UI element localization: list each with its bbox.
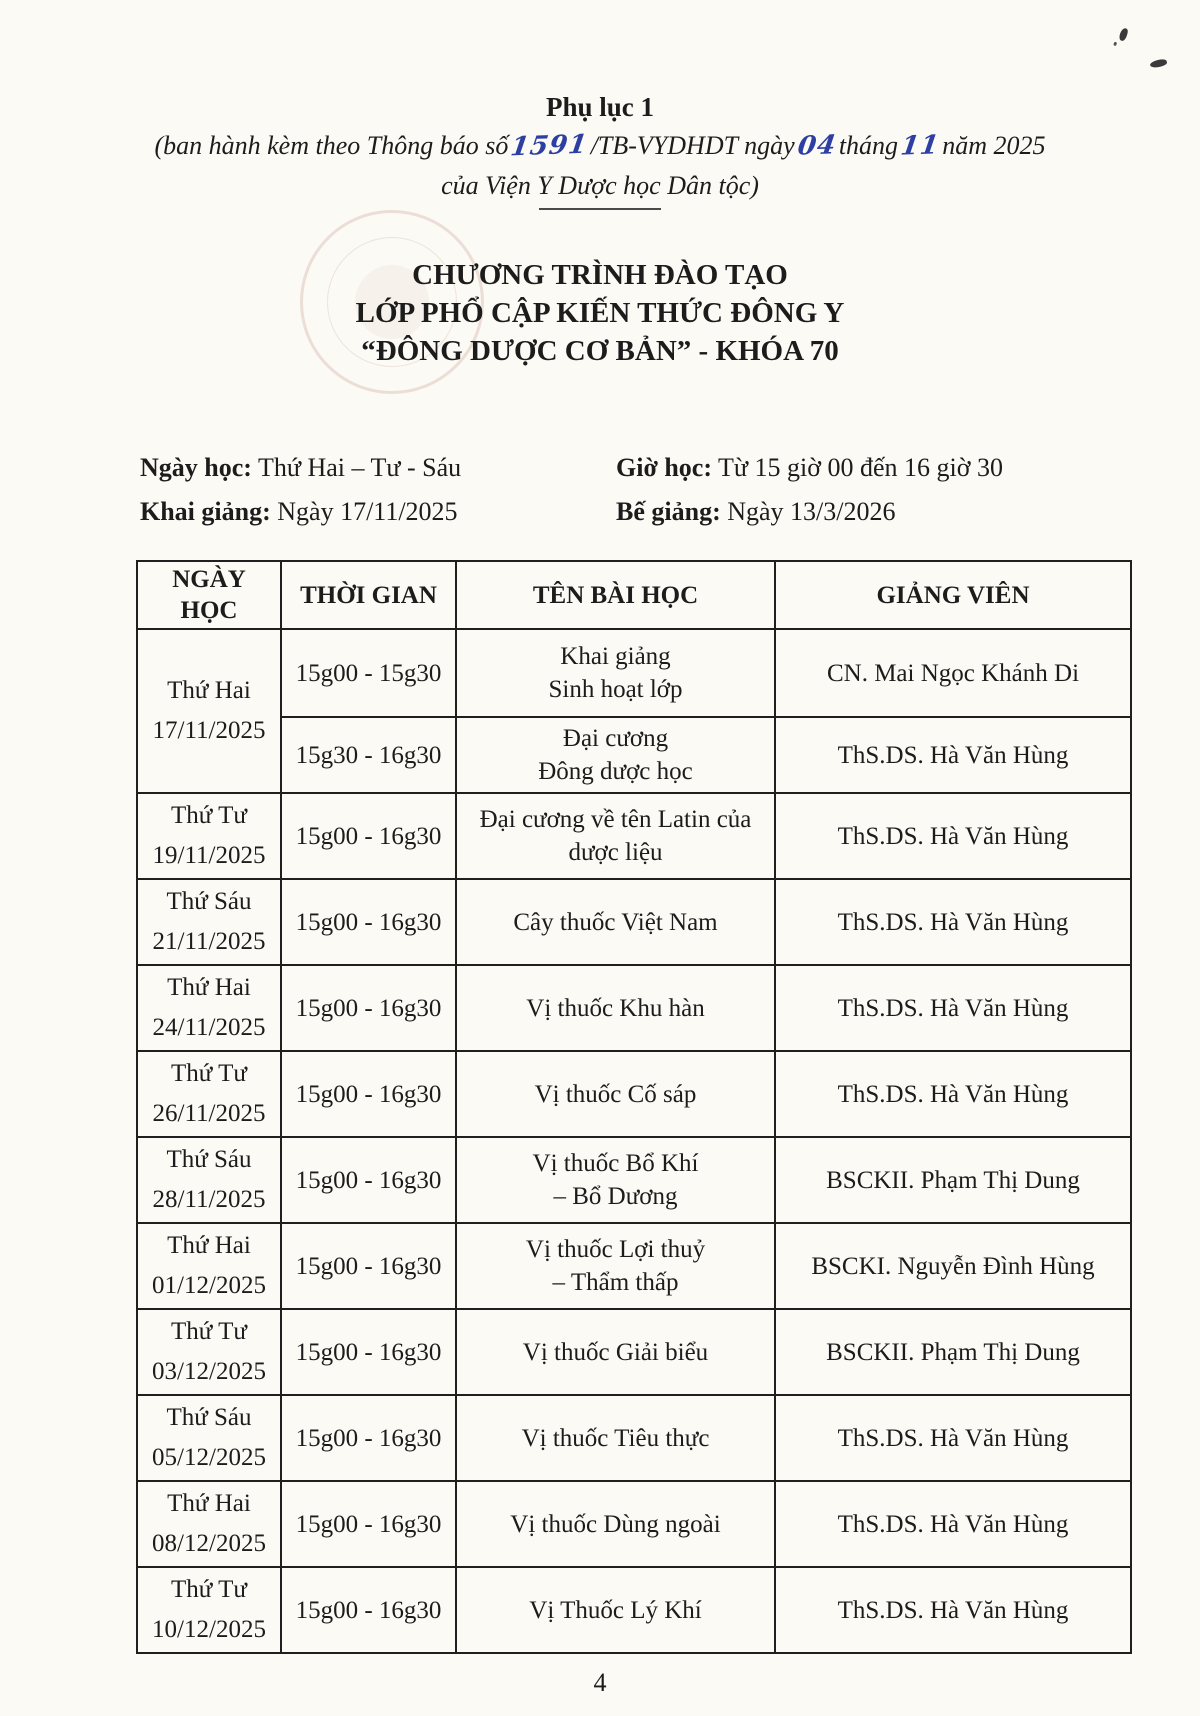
study-days xyxy=(140,446,616,490)
time-cell xyxy=(281,1051,456,1137)
column-header xyxy=(775,561,1131,629)
column-header xyxy=(137,561,281,629)
cell-text-line: Thứ Sáu xyxy=(166,1146,252,1173)
cell-text-line: Cây thuốc Việt Nam xyxy=(513,908,718,936)
scan-speck-icon xyxy=(1149,58,1167,69)
table-row xyxy=(137,1051,1131,1137)
document-title xyxy=(0,256,1200,370)
time-cell xyxy=(281,629,456,717)
teacher-cell xyxy=(775,879,1131,965)
lesson-cell xyxy=(456,629,775,717)
cell-text-line: 15g00 - 16g30 xyxy=(295,1166,442,1194)
lesson-cell xyxy=(456,1481,775,1567)
study-days-label: Ngày học: xyxy=(140,453,252,482)
cell-text-line: Vị thuốc Cố sáp xyxy=(534,1080,697,1108)
column-header xyxy=(281,561,456,629)
table-row xyxy=(137,793,1131,879)
cell-text-line: HỌC xyxy=(180,597,238,624)
closing-date xyxy=(616,490,1060,534)
teacher-cell xyxy=(775,1395,1131,1481)
issuance-line xyxy=(0,128,1200,164)
table-row xyxy=(137,1567,1131,1653)
column-header xyxy=(456,561,775,629)
issuance-text: (ban hành kèm theo Thông báo số xyxy=(154,131,509,160)
table-row xyxy=(137,1395,1131,1481)
table-row xyxy=(137,717,1131,793)
cell-text-line: Vị thuốc Giải biểu xyxy=(522,1338,709,1366)
cell-text-line: – Bổ Dương xyxy=(553,1183,678,1210)
lesson-cell xyxy=(456,1137,775,1223)
study-days-value: Thứ Hai – Tư - Sáu xyxy=(257,453,462,482)
date-cell xyxy=(137,1223,281,1309)
cell-text-line: Thứ Sáu xyxy=(166,888,252,915)
cell-text-line: ThS.DS. Hà Văn Hùng xyxy=(837,1080,1069,1108)
table-row xyxy=(137,1223,1131,1309)
cell-text-line: 15g00 - 16g30 xyxy=(295,994,442,1022)
teacher-cell xyxy=(775,717,1131,793)
time-cell xyxy=(281,793,456,879)
cell-text-line: Thứ Hai xyxy=(167,677,251,704)
table-row xyxy=(137,1481,1131,1567)
table-row xyxy=(137,1309,1131,1395)
time-cell xyxy=(281,1137,456,1223)
study-hours-value: Từ 15 giờ 00 đến 16 giờ 30 xyxy=(718,453,1004,482)
cell-text-line: Khai giảng xyxy=(560,643,671,670)
teacher-cell xyxy=(775,1223,1131,1309)
cell-text-line: 15g30 - 16g30 xyxy=(295,741,442,769)
cell-text-line: 10/12/2025 xyxy=(152,1616,266,1643)
cell-text-line: THỜI GIAN xyxy=(300,581,437,609)
cell-text-line: 15g00 - 16g30 xyxy=(295,1596,442,1624)
schedule-table-header xyxy=(137,561,1131,629)
cell-text-line: Thứ Tư xyxy=(171,1060,247,1087)
cell-text-line: Thứ Sáu xyxy=(166,1404,252,1431)
handwritten-document-number: 1591 xyxy=(508,129,591,163)
opening-date-label: Khai giảng: xyxy=(140,497,271,526)
teacher-cell xyxy=(775,1309,1131,1395)
cell-text-line: 15g00 - 16g30 xyxy=(295,1510,442,1538)
teacher-cell xyxy=(775,1567,1131,1653)
cell-text-line: Đông dược học xyxy=(538,758,693,785)
cell-text-line: BSCKII. Phạm Thị Dung xyxy=(826,1338,1080,1366)
cell-text-line: BSCKII. Phạm Thị Dung xyxy=(826,1166,1080,1194)
time-cell xyxy=(281,1395,456,1481)
cell-text-line: ThS.DS. Hà Văn Hùng xyxy=(837,822,1069,850)
date-cell xyxy=(137,1395,281,1481)
cell-text-line: ThS.DS. Hà Văn Hùng xyxy=(837,994,1069,1022)
cell-text-line: 28/11/2025 xyxy=(152,1186,266,1213)
cell-text-line: TÊN BÀI HỌC xyxy=(532,581,699,609)
cell-text-line: 05/12/2025 xyxy=(152,1444,266,1471)
cell-text-line: CN. Mai Ngọc Khánh Di xyxy=(826,659,1080,687)
cell-text-line: 03/12/2025 xyxy=(152,1358,266,1385)
table-row xyxy=(137,965,1131,1051)
cell-text-line: Thứ Tư xyxy=(171,1576,247,1603)
scan-speck-icon xyxy=(1118,27,1129,42)
teacher-cell xyxy=(775,965,1131,1051)
appendix-heading: Phụ lục 1 xyxy=(545,92,655,122)
cell-text-line: Vị thuốc Dùng ngoài xyxy=(510,1510,721,1538)
cell-text-line: 15g00 - 16g30 xyxy=(295,1338,442,1366)
schedule-table xyxy=(136,560,1132,1654)
cell-text-line: 15g00 - 16g30 xyxy=(295,1252,442,1280)
title-line-2: LỚP PHỔ CẬP KIẾN THỨC ĐÔNG Y xyxy=(355,297,845,329)
handwritten-day: 04 xyxy=(795,130,839,162)
date-cell xyxy=(137,629,281,793)
lesson-cell xyxy=(456,1223,775,1309)
opening-date xyxy=(140,490,616,534)
issuance-line-2: của Viện Y Dược học Dân tộc) xyxy=(441,171,759,200)
cell-text-line: 08/12/2025 xyxy=(152,1530,266,1557)
cell-text-line: dược liệu xyxy=(568,839,663,866)
title-line-3: “ĐÔNG DƯỢC CƠ BẢN” - KHÓA 70 xyxy=(361,335,839,367)
lesson-cell xyxy=(456,1309,775,1395)
cell-text-line: NGÀY xyxy=(172,566,246,593)
study-hours xyxy=(616,446,1060,490)
teacher-cell xyxy=(775,1137,1131,1223)
table-row xyxy=(137,629,1131,717)
closing-date-label: Bế giảng: xyxy=(616,497,721,526)
time-cell xyxy=(281,965,456,1051)
cell-text-line: GIẢNG VIÊN xyxy=(876,581,1030,609)
cell-text-line: Thứ Hai xyxy=(167,974,251,1001)
cell-text-line: Sinh hoạt lớp xyxy=(548,676,683,703)
cell-text-line: 15g00 - 16g30 xyxy=(295,1424,442,1452)
issuance-text: /TB-VYDHDT ngày xyxy=(590,131,795,160)
date-cell xyxy=(137,1309,281,1395)
cell-text-line: Vị thuốc Tiêu thực xyxy=(521,1424,710,1452)
divider-rule xyxy=(539,208,661,210)
date-cell xyxy=(137,879,281,965)
cell-text-line: Thứ Hai xyxy=(167,1232,251,1259)
date-cell xyxy=(137,965,281,1051)
title-line-1: CHƯƠNG TRÌNH ĐÀO TẠO xyxy=(412,259,788,291)
issuance-text: năm 2025 xyxy=(942,131,1046,160)
cell-text-line: ThS.DS. Hà Văn Hùng xyxy=(837,1510,1069,1538)
cell-text-line: 24/11/2025 xyxy=(152,1014,266,1041)
cell-text-line: ThS.DS. Hà Văn Hùng xyxy=(837,1424,1069,1452)
cell-text-line: 15g00 - 16g30 xyxy=(295,908,442,936)
cell-text-line: 17/11/2025 xyxy=(152,717,266,744)
date-cell xyxy=(137,1051,281,1137)
cell-text-line: 15g00 - 16g30 xyxy=(295,1080,442,1108)
cell-text-line: 01/12/2025 xyxy=(152,1272,266,1299)
cell-text-line: 26/11/2025 xyxy=(152,1100,266,1127)
teacher-cell xyxy=(775,629,1131,717)
closing-date-value: Ngày 13/3/2026 xyxy=(727,497,896,526)
cell-text-line: ThS.DS. Hà Văn Hùng xyxy=(837,908,1069,936)
cell-text-line: 21/11/2025 xyxy=(152,928,266,955)
cell-text-line: Thứ Tư xyxy=(171,1318,247,1345)
lesson-cell xyxy=(456,717,775,793)
opening-date-value: Ngày 17/11/2025 xyxy=(277,497,458,526)
cell-text-line: Vị Thuốc Lý Khí xyxy=(529,1596,702,1624)
time-cell xyxy=(281,1223,456,1309)
lesson-cell xyxy=(456,1395,775,1481)
time-cell xyxy=(281,1567,456,1653)
date-cell xyxy=(137,1567,281,1653)
teacher-cell xyxy=(775,793,1131,879)
cell-text-line: 15g00 - 15g30 xyxy=(295,659,442,687)
handwritten-month: 11 xyxy=(898,130,942,162)
lesson-cell xyxy=(456,879,775,965)
cell-text-line: – Thẩm thấp xyxy=(552,1269,679,1296)
course-info xyxy=(140,446,1060,534)
page-number: 4 xyxy=(593,1668,607,1697)
cell-text-line: 19/11/2025 xyxy=(152,842,266,869)
cell-text-line: Đại cương về tên Latin của xyxy=(479,806,752,833)
time-cell xyxy=(281,879,456,965)
cell-text-line: Thứ Tư xyxy=(171,802,247,829)
cell-text-line: Vị thuốc Khu hàn xyxy=(526,994,705,1022)
time-cell xyxy=(281,1481,456,1567)
cell-text-line: Đại cương xyxy=(562,725,669,752)
lesson-cell xyxy=(456,1567,775,1653)
date-cell xyxy=(137,1481,281,1567)
lesson-cell xyxy=(456,793,775,879)
teacher-cell xyxy=(775,1481,1131,1567)
lesson-cell xyxy=(456,1051,775,1137)
cell-text-line: 15g00 - 16g30 xyxy=(295,822,442,850)
cell-text-line: ThS.DS. Hà Văn Hùng xyxy=(837,741,1069,769)
lesson-cell xyxy=(456,965,775,1051)
time-cell xyxy=(281,1309,456,1395)
cell-text-line: BSCKI. Nguyễn Đình Hùng xyxy=(811,1252,1095,1280)
teacher-cell xyxy=(775,1051,1131,1137)
cell-text-line: ThS.DS. Hà Văn Hùng xyxy=(837,1596,1069,1624)
cell-text-line: Vị thuốc Bổ Khí xyxy=(532,1150,699,1177)
time-cell xyxy=(281,717,456,793)
cell-text-line: Vị thuốc Lợi thuỷ xyxy=(525,1236,706,1263)
issuance-text: tháng xyxy=(838,131,899,160)
date-cell xyxy=(137,1137,281,1223)
date-cell xyxy=(137,793,281,879)
study-hours-label: Giờ học: xyxy=(616,453,713,482)
table-row xyxy=(137,1137,1131,1223)
cell-text-line: Thứ Hai xyxy=(167,1490,251,1517)
table-row xyxy=(137,879,1131,965)
